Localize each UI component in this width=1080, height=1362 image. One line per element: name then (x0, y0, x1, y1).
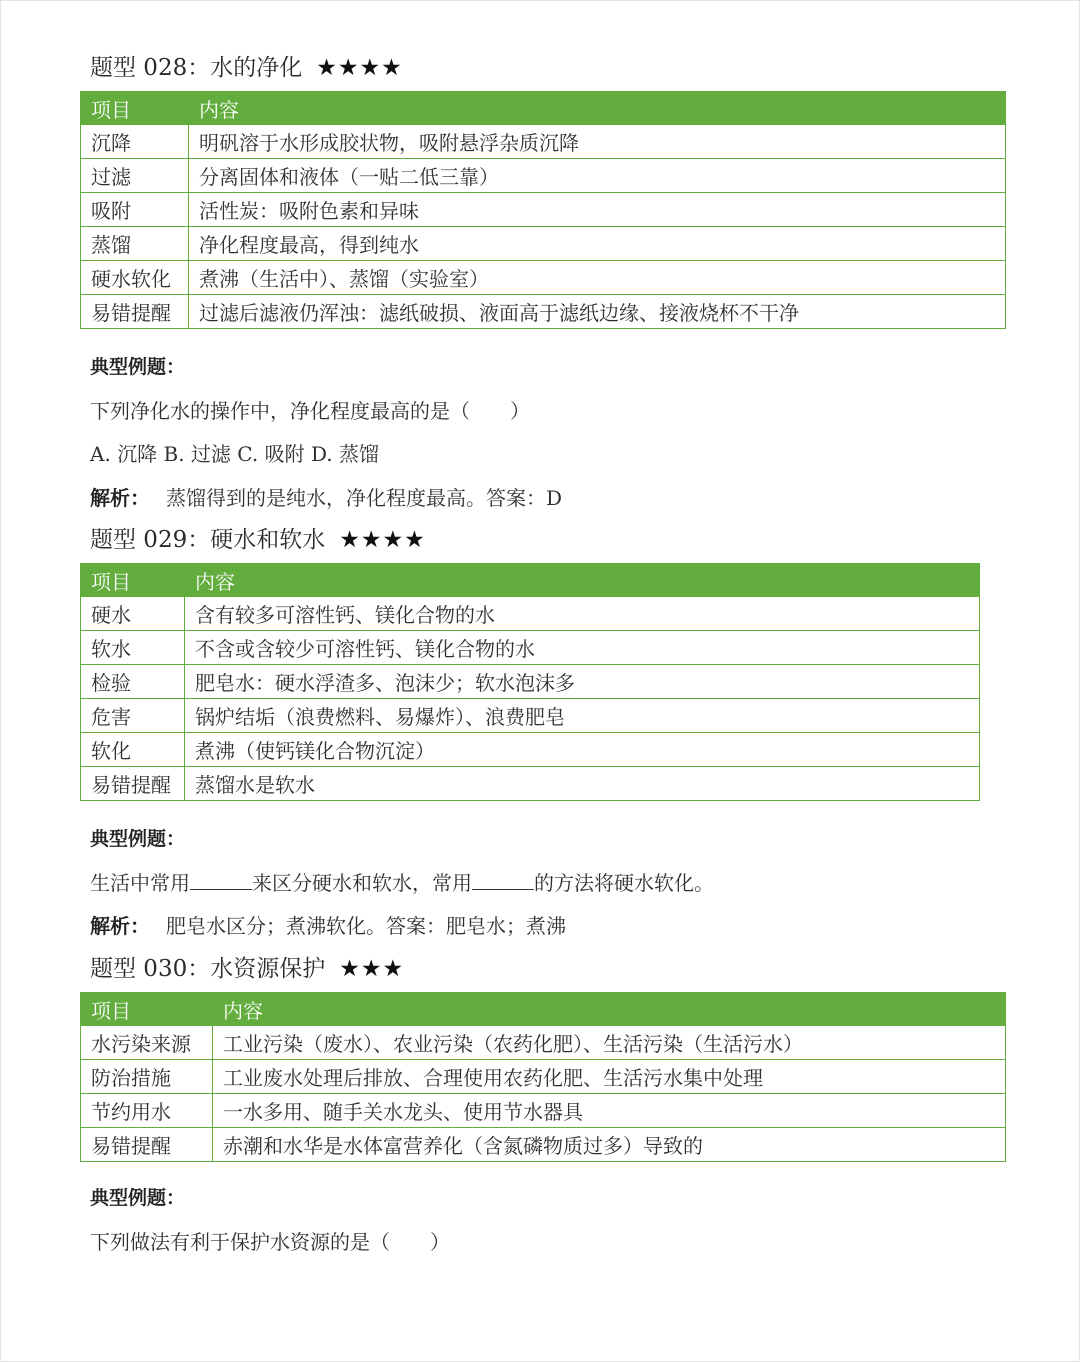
row-content: 不含或含较少可溶性钙、镁化合物的水 (185, 631, 980, 665)
table-row (81, 699, 980, 733)
row-item: 吸附 (81, 193, 189, 227)
header-item: 项目 (81, 993, 213, 1026)
table-row (81, 193, 1006, 227)
answer-blank (472, 869, 534, 890)
header-content: 内容 (189, 92, 1006, 125)
table-row (81, 597, 980, 631)
row-item: 节约用水 (81, 1094, 213, 1128)
row-content: 工业污染（废水）、农业污染（农药化肥）、生活污染（生活污水） (213, 1026, 1006, 1060)
row-item: 危害 (81, 699, 185, 733)
row-content: 净化程度最高，得到纯水 (189, 227, 1006, 261)
table-header-row (81, 993, 1006, 1026)
row-content: 活性炭：吸附色素和异味 (189, 193, 1006, 227)
row-item: 易错提醒 (81, 1128, 213, 1162)
row-item: 沉降 (81, 125, 189, 159)
header-content: 内容 (213, 993, 1006, 1026)
row-item: 硬水软化 (81, 261, 189, 295)
analysis-text: 肥皂水区分；煮沸软化。答案：肥皂水；煮沸 (166, 914, 566, 938)
row-item: 易错提醒 (81, 767, 185, 801)
row-content: 肥皂水：硬水浮渣多、泡沫少；软水泡沫多 (185, 665, 980, 699)
row-content: 煮沸（使钙镁化合物沉淀） (185, 733, 980, 767)
row-content: 过滤后滤液仍浑浊：滤纸破损、液面高于滤纸边缘、接液烧杯不干净 (189, 295, 1006, 329)
example-label: 典型例题： (90, 356, 186, 378)
row-item: 软化 (81, 733, 185, 767)
header-item: 项目 (81, 564, 185, 597)
example-question: 下列做法有利于保护水资源的是（ ） (90, 1230, 450, 1254)
row-content: 明矾溶于水形成胶状物，吸附悬浮杂质沉降 (189, 125, 1006, 159)
table-row (81, 733, 980, 767)
section-title-text: 题型 028：水的净化 (90, 55, 303, 81)
table-row (81, 125, 1006, 159)
analysis-line (90, 910, 566, 939)
row-content: 工业废水处理后排放、合理使用农药化肥、生活污水集中处理 (213, 1060, 1006, 1094)
row-content: 一水多用、随手关水龙头、使用节水器具 (213, 1094, 1006, 1128)
section-title-029 (90, 525, 426, 555)
question-part: 的方法将硬水软化。 (534, 871, 714, 895)
analysis-label: 解析： (90, 486, 150, 510)
topic-table-029 (80, 563, 980, 801)
row-content: 含有较多可溶性钙、镁化合物的水 (185, 597, 980, 631)
table-row (81, 227, 1006, 261)
table-row (81, 1060, 1006, 1094)
question-part: 来区分硬水和软水，常用 (252, 871, 472, 895)
row-content: 锅炉结垢（浪费燃料、易爆炸）、浪费肥皂 (185, 699, 980, 733)
table-row (81, 1026, 1006, 1060)
difficulty-stars: ★★★★ (339, 527, 426, 553)
header-item: 项目 (81, 92, 189, 125)
row-item: 水污染来源 (81, 1026, 213, 1060)
section-title-text: 题型 030：水资源保护 (90, 956, 326, 982)
example-label: 典型例题： (90, 828, 186, 850)
header-content: 内容 (185, 564, 980, 597)
example-question (90, 867, 714, 896)
table-row (81, 767, 980, 801)
difficulty-stars: ★★★★ (316, 55, 403, 81)
example-question: 下列净化水的操作中，净化程度最高的是（ ） (90, 399, 530, 423)
example-label: 典型例题： (90, 1187, 186, 1209)
table-header-row (81, 564, 980, 597)
analysis-label: 解析： (90, 914, 150, 938)
row-item: 硬水 (81, 597, 185, 631)
analysis-text: 蒸馏得到的是纯水，净化程度最高。答案：D (166, 486, 563, 510)
row-item: 蒸馏 (81, 227, 189, 261)
topic-table-030 (80, 992, 1006, 1162)
table-row (81, 1128, 1006, 1162)
row-content: 煮沸（生活中）、蒸馏（实验室） (189, 261, 1006, 295)
section-title-030 (90, 954, 404, 984)
row-item: 检验 (81, 665, 185, 699)
table-row (81, 295, 1006, 329)
section-title-028 (90, 53, 403, 83)
row-item: 软水 (81, 631, 185, 665)
answer-blank (190, 869, 252, 890)
analysis-line (90, 482, 562, 511)
table-row (81, 159, 1006, 193)
row-item: 防治措施 (81, 1060, 213, 1094)
table-row (81, 631, 980, 665)
row-item: 过滤 (81, 159, 189, 193)
topic-table-028 (80, 91, 1006, 329)
question-part: 生活中常用 (90, 871, 190, 895)
section-title-text: 题型 029：硬水和软水 (90, 527, 326, 553)
table-row (81, 261, 1006, 295)
difficulty-stars: ★★★ (339, 956, 405, 982)
table-row (81, 1094, 1006, 1128)
row-content: 分离固体和液体（一贴二低三靠） (189, 159, 1006, 193)
table-header-row (81, 92, 1006, 125)
example-options: A. 沉降 B. 过滤 C. 吸附 D. 蒸馏 (90, 442, 379, 466)
row-item: 易错提醒 (81, 295, 189, 329)
row-content: 赤潮和水华是水体富营养化（含氮磷物质过多）导致的 (213, 1128, 1006, 1162)
table-row (81, 665, 980, 699)
row-content: 蒸馏水是软水 (185, 767, 980, 801)
